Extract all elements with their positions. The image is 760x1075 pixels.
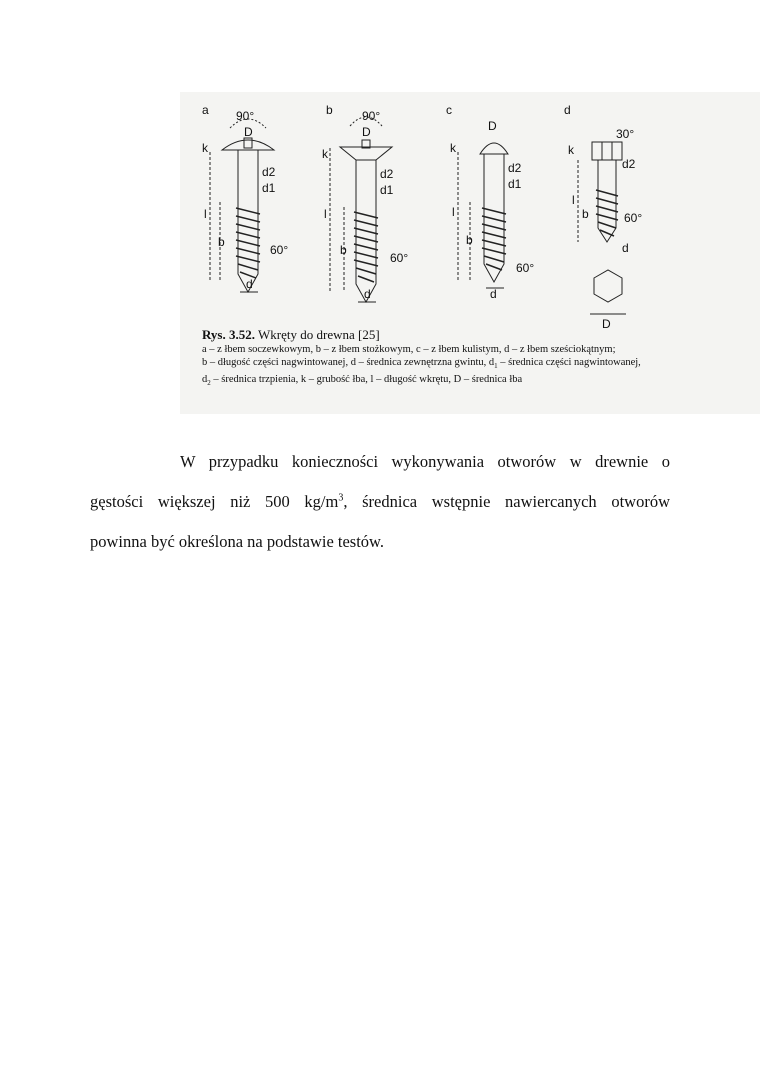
caption-line-2-b: – średnica części nagwintowanej, — [497, 357, 641, 368]
panel-a-label-k: k — [202, 141, 208, 155]
caption-line-2-a: b – długość części nagwintowanej, d – średnica zewnętrzna gwintu, d — [202, 357, 495, 368]
caption-line-3-b: – średnica trzpienia, k – grubość łba, l – długość wkrętu, D – średnica łba — [210, 374, 523, 386]
caption-title — [202, 327, 757, 343]
panel-d-label-b: b — [582, 207, 589, 221]
body-line-3: powinna być określona na podstawie testów. — [90, 532, 385, 551]
panel-b-label-60: 60° — [390, 251, 409, 265]
panel-c-label-60: 60° — [516, 261, 535, 275]
panel-a-label-60: 60° — [270, 243, 289, 257]
panel-b-label-k: k — [322, 147, 328, 161]
panel-b-label-d2: d2 — [380, 167, 394, 181]
panel-c-label-d2: d2 — [508, 161, 522, 175]
body-line-2-sup: 3 — [338, 492, 344, 504]
caption-line-2 — [202, 356, 757, 373]
caption-line-2-sub: 1 — [494, 362, 498, 371]
figure-caption — [202, 327, 757, 390]
panel-c-label-b: b — [466, 233, 473, 247]
panel-a-label-l: l — [204, 207, 207, 221]
body-line-1: W przypadku konieczności wykonywania otworów w drewnie o — [180, 452, 670, 471]
panel-b-label-d1: d1 — [380, 183, 394, 197]
body-line-2-a: gęstości większej niż 500 kg/m — [90, 492, 339, 511]
panel-b-label-l: l — [324, 207, 327, 221]
panel-d-label-d: d — [622, 241, 629, 255]
panel-c-letter: c — [446, 103, 452, 117]
panel-b-angle: 90° — [362, 109, 381, 123]
caption-line-1: a – z łbem soczewkowym, b – z łbem stożkowym, c – z łbem kulistym, d – z łbem sześciokątnym; — [202, 344, 616, 355]
panel-d-label-d2: d2 — [622, 157, 636, 171]
panel-d-label-l: l — [572, 193, 575, 207]
caption-line-3 — [202, 373, 757, 390]
panel-c-label-d1: d1 — [508, 177, 522, 191]
screw-d-drawing — [578, 142, 626, 314]
screw-c-drawing — [458, 143, 508, 288]
panel-d-letter: d — [564, 103, 571, 117]
panel-b-label-b: b — [340, 243, 347, 257]
panel-c-label-D: D — [488, 119, 497, 133]
panel-d-label-k: k — [568, 143, 574, 157]
caption-line-3-a: d — [202, 374, 208, 386]
panel-b-label-D: D — [362, 125, 371, 139]
screw-figure — [180, 92, 760, 414]
panel-a-label-d1: d1 — [262, 181, 276, 195]
caption-line-3-sub: 2 — [207, 379, 211, 388]
panel-d-label-60: 60° — [624, 211, 643, 225]
panel-c-label-l: l — [452, 205, 455, 219]
panel-b-label-d: d — [364, 287, 371, 301]
panel-d-label-D: D — [602, 317, 611, 331]
panel-c-label-d: d — [490, 287, 497, 301]
panel-c-label-k: k — [450, 141, 456, 155]
panel-d-angle: 30° — [616, 127, 635, 141]
screw-b-drawing — [330, 117, 392, 302]
screw-a-drawing — [210, 119, 274, 292]
panel-a-label-d2: d2 — [262, 165, 276, 179]
panel-a-angle: 90° — [236, 109, 255, 123]
caption-number: Rys. 3.52. — [202, 327, 255, 342]
panel-b-letter: b — [326, 103, 333, 117]
caption-title-text: Wkręty do drewna [25] — [258, 327, 380, 342]
panel-a-letter: a — [202, 103, 209, 117]
panel-a-label-d: d — [246, 277, 253, 291]
body-line-2 — [90, 492, 670, 512]
panel-a-label-D: D — [244, 125, 253, 139]
body-line-2-b: , średnica wstępnie nawiercanych otworów — [343, 492, 670, 511]
panel-a-label-b: b — [218, 235, 225, 249]
